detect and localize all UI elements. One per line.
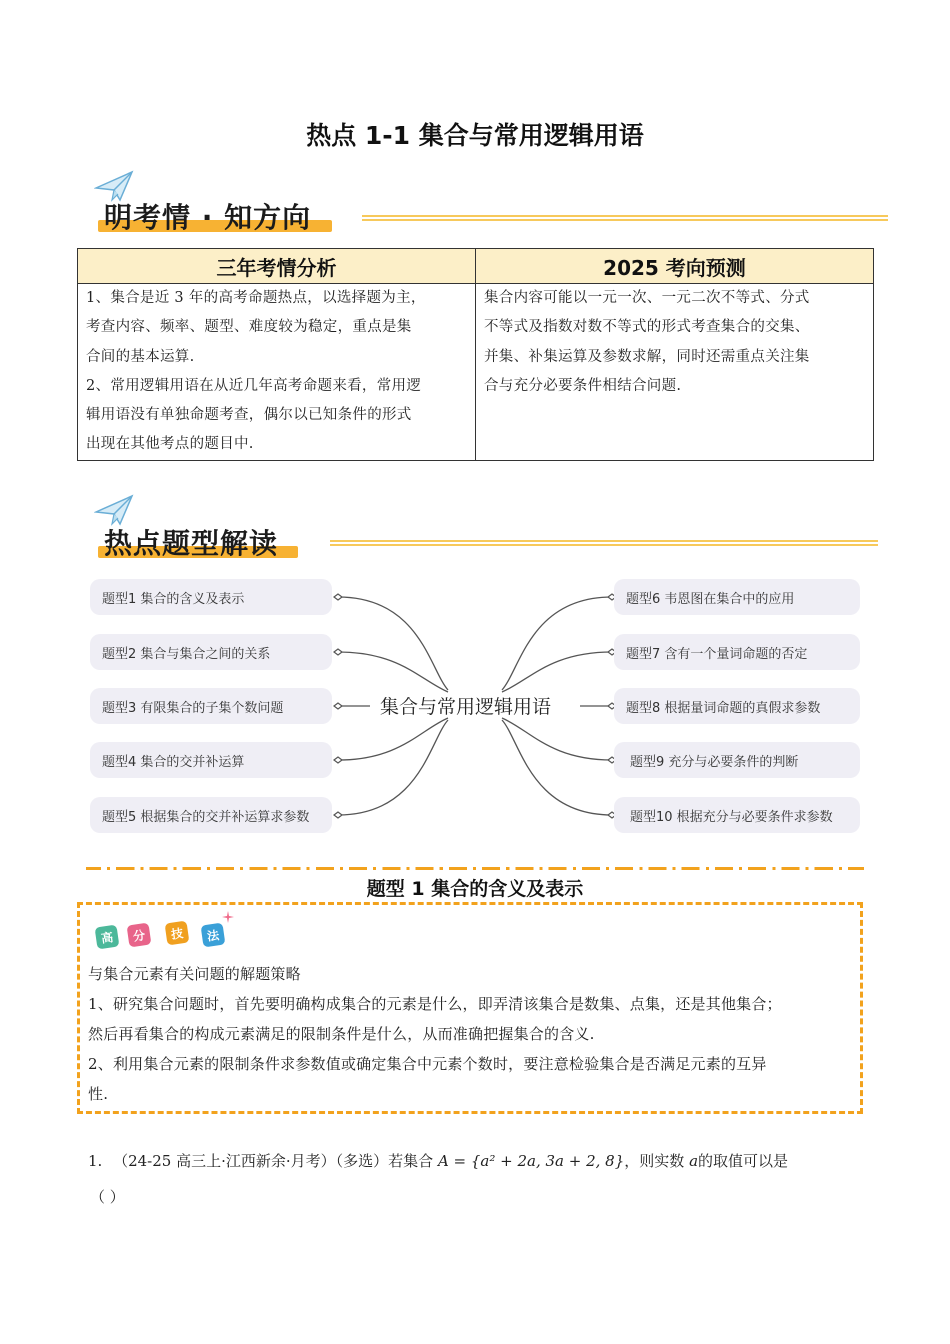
skill-line: 与集合元素有关问题的解题策略 [88, 965, 301, 983]
skill-content [88, 959, 853, 1109]
exam-analysis-table [77, 248, 874, 461]
question-number: 1. [88, 1152, 103, 1170]
mindmap-item-topic5[interactable]: 题型5 根据集合的交并补运算求参数 [90, 797, 332, 833]
question-1 [88, 1150, 788, 1171]
mindmap-item-topic4[interactable]: 题型4 集合的交并补运算 [90, 742, 332, 778]
skill-line: 然后再看集合的构成元素满足的限制条件是什么，从而准确把握集合的含义. [88, 1025, 595, 1043]
badge-char: 法 [201, 923, 226, 948]
mindmap-item-topic3[interactable]: 题型3 有限集合的子集个数问题 [90, 688, 332, 724]
badge-char: 高 [95, 925, 120, 950]
analysis-line: 辑用语没有单独命题考查，偶尔以已知条件的形式 [86, 407, 412, 424]
mindmap-item-topic7[interactable]: 题型7 含有一个量词命题的否定 [614, 634, 860, 670]
answer-blank[interactable]: （ ） [90, 1188, 125, 1206]
mindmap-item-topic9[interactable]: 题型9 充分与必要条件的判断 [614, 742, 860, 778]
skill-badge-group [94, 918, 234, 954]
question-source: （24-25 高三上·江西新余·月考）（多选）若集合 [113, 1152, 434, 1170]
forecast-cell [476, 284, 874, 461]
table-header-analysis: 三年考情分析 [78, 249, 476, 284]
skill-line: 2、利用集合元素的限制条件求参数值或确定集合中元素个数时，要注意检验集合是否满足元素的互异 [88, 1055, 767, 1073]
forecast-line: 并集、补集运算及参数求解，同时还需重点关注集 [484, 348, 810, 365]
mindmap-item-topic6[interactable]: 题型6 韦恩图在集合中的应用 [614, 579, 860, 615]
mindmap-center: 集合与常用逻辑用语 [380, 696, 552, 718]
table-header-forecast: 2025 考向预测 [476, 249, 874, 284]
skill-line: 1、研究集合问题时，首先要明确构成集合的元素是什么，即弄清该集合是数集、点集，还是其他集合； [88, 995, 782, 1013]
analysis-line: 出现在其他考点的题目中. [86, 436, 254, 453]
badge-char: 分 [127, 923, 152, 948]
banner-exam-analysis: 明考情 · 知方向 [104, 201, 312, 234]
skill-line: 性. [88, 1085, 109, 1103]
forecast-line: 不等式及指数对数不等式的形式考查集合的交集、 [484, 319, 810, 336]
mindmap-item-topic2[interactable]: 题型2 集合与集合之间的关系 [90, 634, 332, 670]
analysis-line: 合间的基本运算. [86, 348, 195, 365]
analysis-line: 考查内容、频率、题型、难度较为稳定，重点是集 [86, 319, 412, 336]
forecast-line: 集合内容可能以一元一次、一元二次不等式、分式 [484, 290, 810, 306]
question-tail: 的取值可以是 [698, 1152, 789, 1170]
mindmap-item-topic8[interactable]: 题型8 根据量词命题的真假求参数 [614, 688, 860, 724]
sparkle-icon [222, 908, 234, 920]
mindmap-item-topic10[interactable]: 题型10 根据充分与必要条件求参数 [614, 797, 860, 833]
banner-underline [330, 540, 878, 548]
forecast-line: 合与充分必要条件相结合问题. [484, 377, 682, 394]
analysis-cell [78, 284, 476, 461]
question-after: ，则实数 [624, 1152, 685, 1170]
banner-underline [362, 215, 888, 223]
section-divider [86, 867, 864, 870]
analysis-line: 1、集合是近 3 年的高考命题热点，以选择题为主， [86, 290, 426, 306]
page-title: 热点 1-1 集合与常用逻辑用语 [306, 121, 644, 150]
banner-hot-topics: 热点题型解读 [104, 527, 279, 560]
question-formula: A = {a² + 2a, 3a + 2, 8} [437, 1152, 625, 1170]
mindmap-item-topic1[interactable]: 题型1 集合的含义及表示 [90, 579, 332, 615]
analysis-line: 2、常用逻辑用语在从近几年高考命题来看，常用逻 [86, 377, 422, 394]
question-var: a [689, 1152, 699, 1170]
section-heading: 题型 1 集合的含义及表示 [366, 878, 584, 900]
badge-char: 技 [165, 921, 190, 946]
